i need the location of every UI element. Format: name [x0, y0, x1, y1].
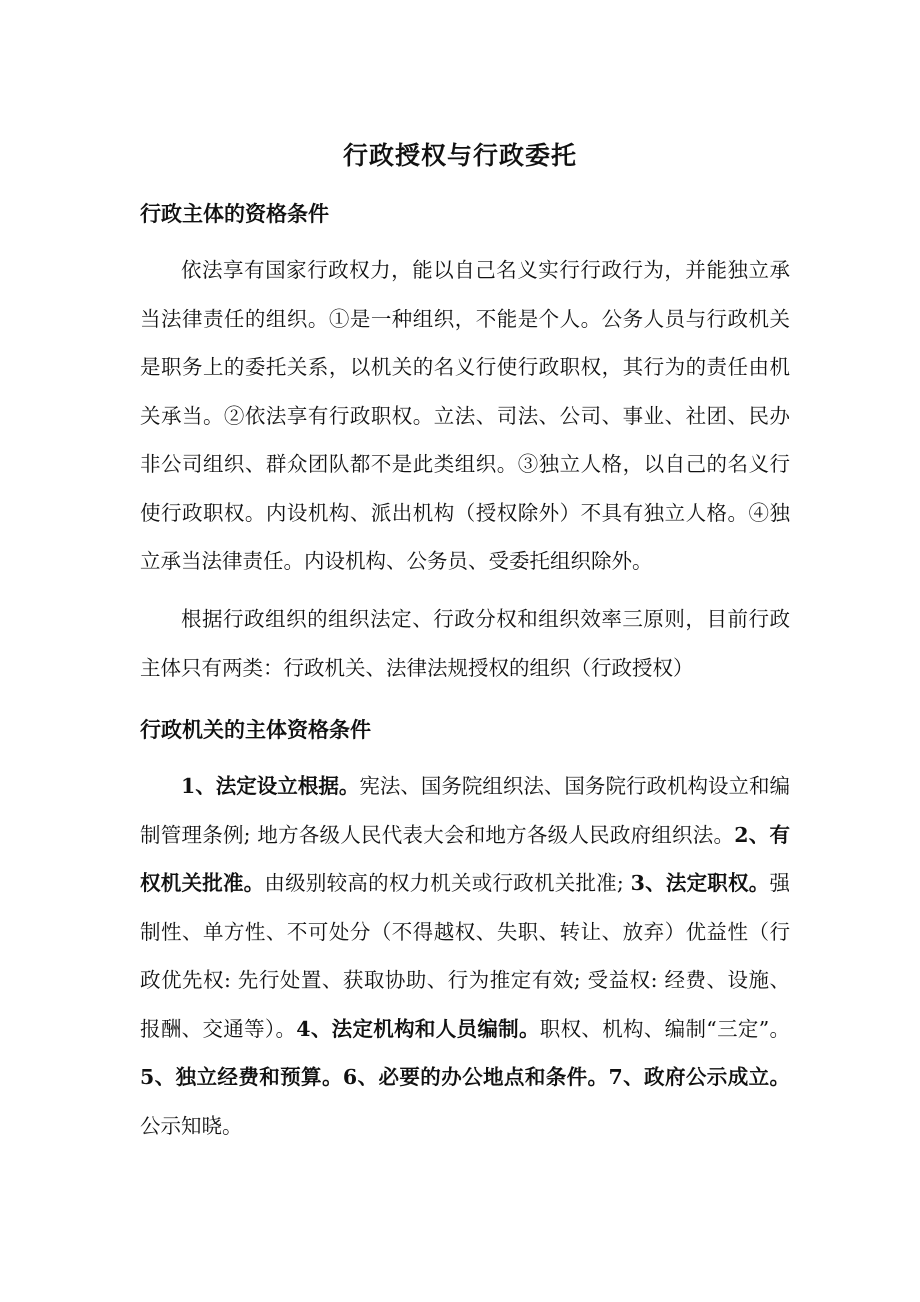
condition-3-text: 强制性、单方性、不可处分（不得越权、失职、转让、放弃）优益性（行政优先权: 先行处置、获取协助、行为推定有效; 受益权: 经费、设施、报酬、交通等）。	[140, 871, 791, 1041]
document-title: 行政授权与行政委托	[342, 141, 577, 170]
section-heading-organ-qualifications: 行政机关的主体资格条件	[140, 717, 371, 742]
condition-3-title: 3、法定职权。	[630, 871, 770, 895]
paragraph-conditions-list	[140, 762, 790, 1150]
condition-1-title: 1、法定设立根据。	[181, 774, 360, 798]
condition-4-title: 4、法定机构和人员编制。	[296, 1016, 540, 1041]
condition-6-title: 6、必要的办公地点和条件。	[342, 1065, 609, 1089]
condition-1-text: 宪法、国务院组织法、国务院行政机构设立和编制管理条例; 地方各级人民代表大会和地方各级人民政府组织法。	[140, 774, 791, 847]
condition-7-title: 7、政府公示成立。	[608, 1065, 791, 1089]
condition-4-text: 职权、机构、编制“三定”。	[539, 1016, 791, 1041]
condition-7-text: 公示知晓。	[140, 1113, 243, 1138]
paragraph-definition: 依法享有国家行政权力，能以自己名义实行行政行为，并能独立承当法律责任的组织。①是一种组织，不能是个人。公务人员与行政机关是职务上的委托关系，以机关的名义行使行政职权，其行为的责任由机关承当。②依法享有行政职权。立法、司法、公司、事业、社团、民办非公司组织、群众团队都不是此类组织。③独立人格，以自己的名义行使行政职权。内设机构、派出机构（授权除外）不具有独立人格。④独立承当法律责任。内设机构、公务员、受委托组织除外。	[140, 258, 790, 573]
condition-2-title: 2、有权机关批准。	[140, 822, 791, 895]
section-heading-subject-qualifications: 行政主体的资格条件	[140, 201, 329, 226]
condition-2-text: 由级别较高的权力机关或行政机关批准;	[264, 871, 631, 895]
condition-5-title: 5、独立经费和预算。	[140, 1065, 343, 1089]
paragraph-principles: 根据行政组织的组织法定、行政分权和组织效率三原则，目前行政主体只有两类：行政机关、法律法规授权的组织（行政授权）	[140, 607, 790, 680]
